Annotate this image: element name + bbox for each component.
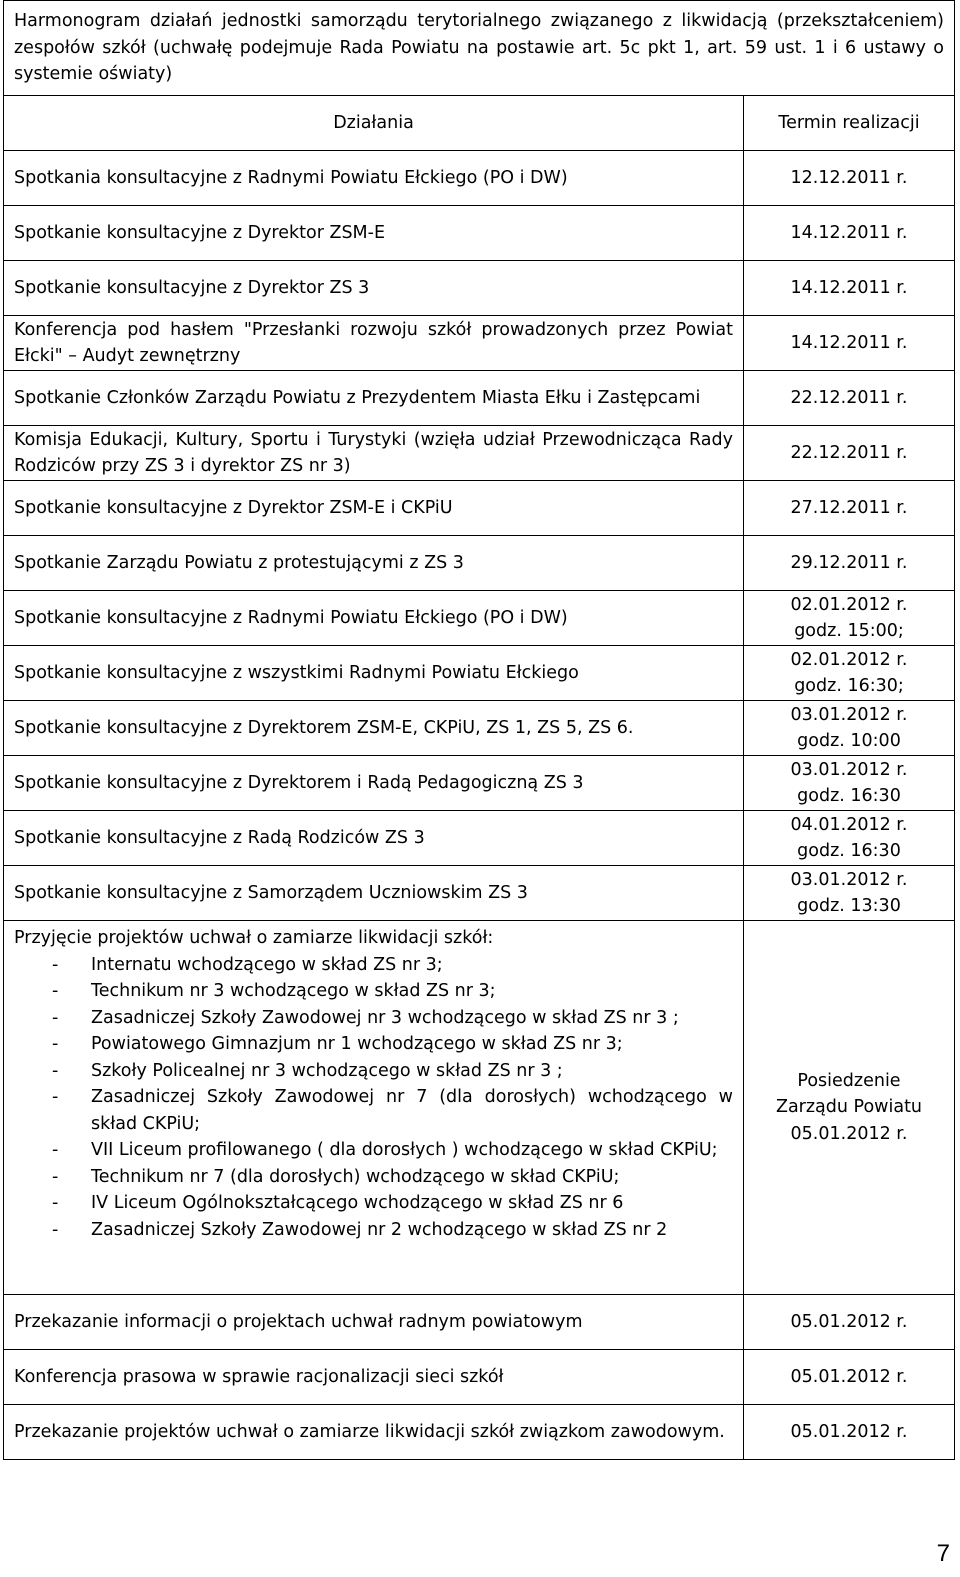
list-item [14, 978, 733, 1005]
list-dash: - [52, 1087, 59, 1107]
date-cell: 27.12.2011 r. [744, 481, 955, 536]
date-cell: 14.12.2011 r. [744, 316, 955, 371]
list-dash: - [52, 1219, 59, 1240]
table-caption: Harmonogram działań jednostki samorządu terytorialnego związanego z likwidacją (przekształceniem) zespołów szkół (uchwałę podejmuje Rada Powiatu na postawie art. 5c pkt 1, art. 59 ust. 1 i 6 ustawy o systemie oświaty) [4, 1, 955, 96]
list-item-text: Powiatowego Gimnazjum nr 1 wchodzącego w skład ZS nr 3; [91, 1034, 623, 1054]
activity-cell: Komisja Edukacji, Kultury, Sportu i Turystyki (wzięła udział Przewodnicząca Rady Rodziców przy ZS 3 i dyrektor ZS nr 3) [4, 426, 744, 481]
list-item [14, 1005, 733, 1032]
caption-row [4, 1, 955, 96]
list-dash: - [52, 981, 59, 1001]
table-row [4, 811, 955, 866]
school-list [14, 952, 733, 1244]
activity-cell: Spotkanie Zarządu Powiatu z protestującymi z ZS 3 [4, 536, 744, 591]
list-item [14, 952, 733, 979]
resolution-cell [4, 921, 744, 1295]
time-line: godz. 13:30 [797, 896, 901, 916]
activity-cell: Konferencja pod hasłem "Przesłanki rozwoju szkół prowadzonych przez Powiat Ełcki" – Audyt zewnętrzny [4, 316, 744, 371]
date-line: 03.01.2012 r. [790, 704, 908, 725]
schedule-table [3, 0, 955, 1460]
deadline-line-3: 05.01.2012 r. [790, 1123, 908, 1144]
list-item-text: Zasadniczej Szkoły Zawodowej nr 7 (dla dorosłych) wchodzącego w skład CKPiU; [91, 1087, 733, 1134]
table-row [4, 316, 955, 371]
date-cell: 05.01.2012 r. [744, 1350, 955, 1405]
date-cell: 14.12.2011 r. [744, 261, 955, 316]
list-item [14, 1137, 733, 1164]
list-item [14, 1217, 733, 1244]
resolution-row [4, 921, 955, 1295]
activity-cell: Spotkanie konsultacyjne z Radą Rodziców ZS 3 [4, 811, 744, 866]
list-item-text: Szkoły Policealnej nr 3 wchodzącego w skład ZS nr 3 ; [91, 1060, 563, 1081]
date-cell: 22.12.2011 r. [744, 371, 955, 426]
table-row [4, 261, 955, 316]
list-item-text: Technikum nr 3 wchodzącego w skład ZS nr 3; [91, 981, 496, 1001]
date-cell [744, 646, 955, 701]
activity-cell: Spotkanie konsultacyjne z Dyrektor ZS 3 [4, 261, 744, 316]
list-dash: - [52, 1060, 59, 1081]
table-row [4, 591, 955, 646]
table-row [4, 206, 955, 261]
activity-cell: Spotkanie konsultacyjne z Samorządem Uczniowskim ZS 3 [4, 866, 744, 921]
list-item [14, 1190, 733, 1217]
list-item-text: Internatu wchodzącego w skład ZS nr 3; [91, 954, 443, 975]
table-row [4, 426, 955, 481]
date-cell [744, 701, 955, 756]
list-item-text: Zasadniczej Szkoły Zawodowej nr 3 wchodzącego w skład ZS nr 3 ; [91, 1007, 679, 1028]
table-row [4, 536, 955, 591]
date-cell: 14.12.2011 r. [744, 206, 955, 261]
table-row [4, 866, 955, 921]
activity-cell: Konferencja prasowa w sprawie racjonalizacji sieci szkół [4, 1350, 744, 1405]
date-cell: 22.12.2011 r. [744, 426, 955, 481]
date-cell: 29.12.2011 r. [744, 536, 955, 591]
date-line: 02.01.2012 r. [790, 649, 908, 670]
activity-cell: Spotkanie konsultacyjne z Dyrektor ZSM-E [4, 206, 744, 261]
list-item [14, 1031, 733, 1058]
table-row [4, 701, 955, 756]
date-line: 03.01.2012 r. [790, 759, 908, 780]
table-row [4, 481, 955, 536]
deadline-line-1: Posiedzenie [797, 1070, 901, 1091]
date-line: 04.01.2012 r. [790, 814, 908, 835]
table-row [4, 1295, 955, 1350]
activity-cell: Spotkania konsultacyjne z Radnymi Powiatu Ełckiego (PO i DW) [4, 151, 744, 206]
date-cell [744, 811, 955, 866]
activity-cell: Spotkanie Członków Zarządu Powiatu z Prezydentem Miasta Ełku i Zastępcami [4, 371, 744, 426]
table-row [4, 756, 955, 811]
date-cell: 12.12.2011 r. [744, 151, 955, 206]
time-line: godz. 15:00; [794, 621, 904, 641]
table-row [4, 151, 955, 206]
table-row [4, 646, 955, 701]
date-cell: 05.01.2012 r. [744, 1295, 955, 1350]
header-activities: Działania [4, 96, 744, 151]
activity-cell: Spotkanie konsultacyjne z Dyrektor ZSM-E i CKPiU [4, 481, 744, 536]
list-item [14, 1164, 733, 1191]
date-cell: 05.01.2012 r. [744, 1405, 955, 1460]
time-line: godz. 10:00 [797, 731, 901, 751]
date-line: 03.01.2012 r. [790, 869, 908, 890]
time-line: godz. 16:30; [794, 676, 904, 696]
list-dash: - [52, 1007, 59, 1028]
list-dash: - [52, 1166, 59, 1187]
date-line: 02.01.2012 r. [790, 594, 908, 615]
list-dash: - [52, 1140, 59, 1160]
header-row [4, 96, 955, 151]
table-row [4, 1350, 955, 1405]
list-dash: - [52, 1193, 59, 1213]
list-dash: - [52, 1034, 59, 1054]
resolution-deadline-cell [744, 921, 955, 1295]
time-line: godz. 16:30 [797, 786, 901, 806]
list-item-text: Technikum nr 7 (dla dorosłych) wchodzącego w skład CKPiU; [91, 1166, 620, 1187]
deadline-line-2: Zarządu Powiatu [775, 1097, 923, 1118]
list-item [14, 1084, 733, 1137]
activity-cell: Przekazanie projektów uchwał o zamiarze likwidacji szkół związkom zawodowym. [4, 1405, 744, 1460]
time-line: godz. 16:30 [797, 841, 901, 861]
date-cell [744, 756, 955, 811]
table-row [4, 371, 955, 426]
list-dash: - [52, 954, 59, 975]
activity-cell: Przekazanie informacji o projektach uchwał radnym powiatowym [4, 1295, 744, 1350]
activity-cell: Spotkanie konsultacyjne z wszystkimi Radnymi Powiatu Ełckiego [4, 646, 744, 701]
page-number: 7 [936, 1540, 950, 1567]
list-item-text: IV Liceum Ogólnokształcącego wchodzącego w skład ZS nr 6 [91, 1193, 624, 1213]
resolution-intro: Przyjęcie projektów uchwał o zamiarze likwidacji szkół: [14, 928, 494, 948]
list-item-text: VII Liceum profilowanego ( dla dorosłych ) wchodzącego w skład CKPiU; [91, 1140, 718, 1160]
list-item-text: Zasadniczej Szkoły Zawodowej nr 2 wchodzącego w skład ZS nr 2 [91, 1219, 668, 1240]
activity-cell: Spotkanie konsultacyjne z Dyrektorem ZSM-E, CKPiU, ZS 1, ZS 5, ZS 6. [4, 701, 744, 756]
list-item [14, 1058, 733, 1085]
activity-cell: Spotkanie konsultacyjne z Radnymi Powiatu Ełckiego (PO i DW) [4, 591, 744, 646]
date-cell [744, 591, 955, 646]
table-row [4, 1405, 955, 1460]
activity-cell: Spotkanie konsultacyjne z Dyrektorem i Radą Pedagogiczną ZS 3 [4, 756, 744, 811]
header-deadline: Termin realizacji [744, 96, 955, 151]
date-cell [744, 866, 955, 921]
